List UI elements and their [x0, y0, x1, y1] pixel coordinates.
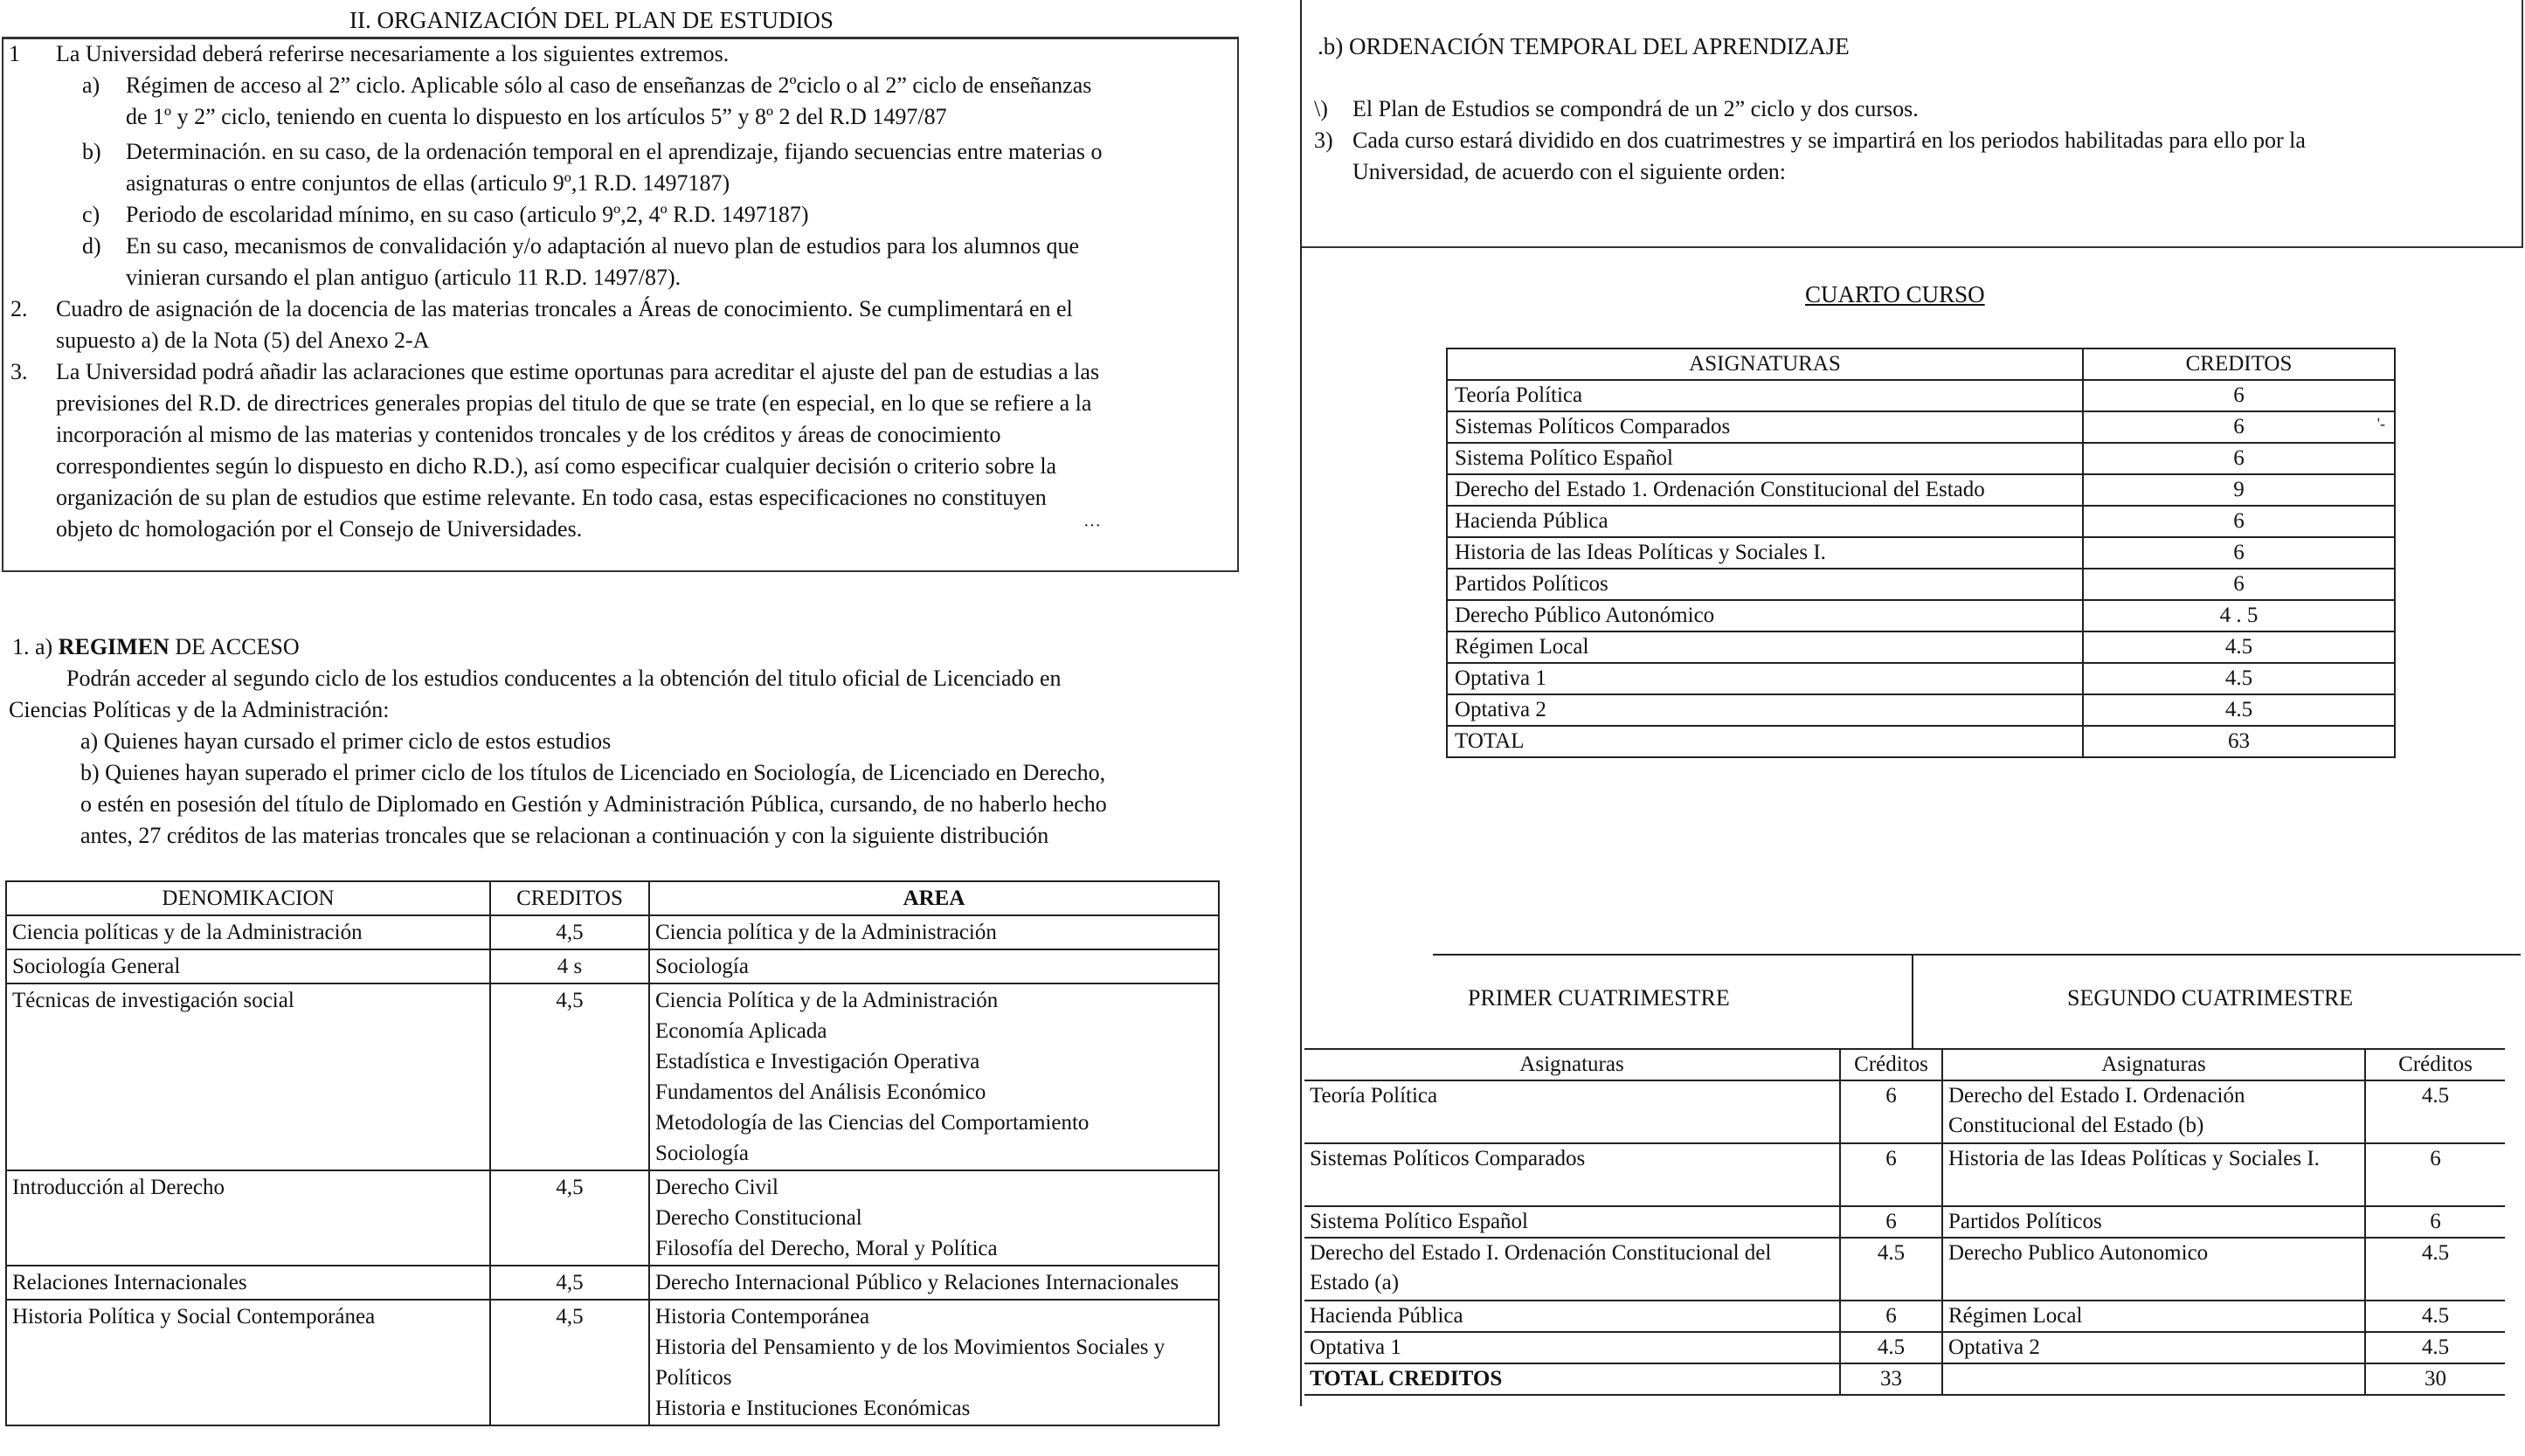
- row-area: Ciencia política y de la Administración: [649, 915, 1219, 949]
- row-name: Optativa 1: [1447, 663, 2083, 694]
- first-total-label: TOTAL CREDITOS: [1304, 1363, 1840, 1395]
- row-name: Derecho Público Autonómico: [1447, 600, 2083, 631]
- item-1-text: La Universidad deberá referirse necesariamente a los siguientes extremos.: [56, 41, 730, 66]
- row-credits: 4.5: [2083, 663, 2395, 694]
- first-semester-title: PRIMER CUATRIMESTRE: [1468, 985, 1730, 1011]
- ordenacion-item-1-number: \): [1314, 96, 1328, 121]
- row-name: Relaciones Internacionales: [6, 1266, 490, 1300]
- second-credits: 4.5: [2365, 1238, 2505, 1301]
- row-credits: 6 '-: [2083, 411, 2395, 443]
- table-row: [6, 1170, 1219, 1266]
- item-2-line2: supuesto a) de la Nota (5) del Anexo 2-A: [56, 328, 430, 353]
- first-subject: Optativa 1: [1304, 1332, 1840, 1363]
- second-credits: 6: [2365, 1206, 2505, 1238]
- item-3-line1: La Universidad podrá añadir las aclaraciones que estime oportunas para acreditar el ajuste del pan de estudias a las: [56, 359, 1100, 384]
- regimen-p1-line1: Podrán acceder al segundo ciclo de los estudios conducentes a la obtención del titulo oficial de Licenciado en: [66, 666, 1062, 691]
- row-credits: 4,5: [490, 1266, 649, 1300]
- header-creditos: CREDITOS: [490, 881, 649, 915]
- item-c-line1: Periodo de escolaridad mínimo, en su caso (articulo 9º,2, 4º R.D. 1497187): [126, 202, 809, 227]
- row-area: Derecho Civil Derecho Constitucional Filosofía del Derecho, Moral y Política: [649, 1170, 1219, 1266]
- row-credits: 4,5: [490, 983, 649, 1170]
- first-total-credits: 33: [1840, 1363, 1942, 1395]
- table-row: [1447, 663, 2395, 694]
- second-subject: Derecho del Estado I. Ordenación Constitucional del Estado (b): [1942, 1080, 2365, 1143]
- section-title: II. ORGANIZACIÓN DEL PLAN DE ESTUDIOS: [349, 7, 834, 33]
- item-a-label: a): [82, 72, 100, 98]
- table-row: [6, 1300, 1219, 1425]
- semester-title-divider: [1912, 956, 1913, 1048]
- item-1-number: 1: [9, 41, 20, 66]
- table-row: [6, 1266, 1219, 1300]
- item-3-line2: previsiones del R.D. de directrices generales propias del titulo de que se trate (en especial, en lo que se refiere a la: [56, 390, 1092, 416]
- second-subject: Régimen Local: [1942, 1301, 2365, 1332]
- row-name: Optativa 2: [1447, 694, 2083, 726]
- first-credits: 6: [1840, 1206, 1942, 1238]
- row-credits: 6: [2083, 443, 2395, 474]
- item-c-label: c): [82, 202, 100, 227]
- first-credits: 4.5: [1840, 1332, 1942, 1363]
- row-name: Régimen Local: [1447, 631, 2083, 663]
- ordenacion-item-2-line2: Universidad, de acuerdo con el siguiente orden:: [1352, 159, 1786, 184]
- item-3-line6: objeto dc homologación por el Consejo de Universidades.: [56, 516, 583, 542]
- row-name: Introducción al Derecho: [6, 1170, 490, 1266]
- row-name: Derecho del Estado 1. Ordenación Constitucional del Estado: [1447, 474, 2083, 506]
- row-name: Historia Política y Social Contemporánea: [6, 1300, 490, 1425]
- row-credits: 4,5: [490, 915, 649, 949]
- item-b-line2: asignaturas o entre conjuntos de ellas (articulo 9º,1 R.D. 1497187): [126, 170, 730, 196]
- table-row: [1447, 506, 2395, 537]
- item-d-label: d): [82, 233, 101, 259]
- row-name: Sociología General: [6, 949, 490, 983]
- header-asignaturas: ASIGNATURAS: [1447, 348, 2083, 380]
- first-credits: 6: [1840, 1301, 1942, 1332]
- row-name: TOTAL: [1447, 726, 2083, 757]
- table-row: [6, 915, 1219, 949]
- row-name: Ciencia políticas y de la Administración: [6, 915, 490, 949]
- item-b-label: b): [82, 139, 101, 164]
- table-row: [1304, 1143, 2505, 1206]
- first-subject: Sistema Político Español: [1304, 1206, 1840, 1238]
- item-a-line2: de 1º y 2” ciclo, teniendo en cuenta lo dispuesto en los artículos 5” y 8º 2 del R.D 1497/87: [126, 104, 947, 129]
- row-credits: 9: [2083, 474, 2395, 506]
- item-3-line3: incorporación al mismo de las materias y contenidos troncales y de los créditos y áreas de conocimiento: [56, 422, 1001, 447]
- row-credits: 6: [2083, 569, 2395, 600]
- table-header-row: [6, 881, 1219, 915]
- item-d-line1: En su caso, mecanismos de convalidación y/o adaptación al nuevo plan de estudios para los alumnos que: [126, 233, 1079, 259]
- first-credits: 6: [1840, 1143, 1942, 1206]
- first-credits: 6: [1840, 1080, 1942, 1143]
- item-b-line1: Determinación. en su caso, de la ordenación temporal en el aprendizaje, fijando secuencias entre materias o: [126, 139, 1103, 164]
- row-area: Derecho Internacional Público y Relaciones Internacionales: [649, 1266, 1219, 1300]
- semester-table: [1304, 1048, 2505, 1396]
- item-3-line4: correspondientes según lo dispuesto en dicho R.D.), así como especificar cualquier decisión o criterio sobre la: [56, 453, 1057, 479]
- item-3-number: 3.: [10, 359, 28, 384]
- row-area: Ciencia Política y de la Administración Economía Aplicada Estadística e Investigación Operativa Fundamentos del Análisis Económico Metodología de las Ciencias del Comportamiento Sociología: [649, 983, 1219, 1170]
- item-a-line1: Régimen de acceso al 2” ciclo. Aplicable sólo al caso de enseñanzas de 2ºciclo o al 2” ciclo de enseñanzas: [126, 72, 1092, 98]
- table-row: [1304, 1301, 2505, 1332]
- table-row: [1304, 1238, 2505, 1301]
- regimen-b-line3: antes, 27 créditos de las materias troncales que se relacionan a continuación y con la siguiente distribución: [80, 823, 1049, 848]
- ordenacion-item-2-line1: Cada curso estará dividido en dos cuatrimestres y se impartirá en los periodos habilitadas para ello por la: [1352, 128, 2306, 153]
- second-subject: Partidos Políticos: [1942, 1206, 2365, 1238]
- regimen-b-line1: b) Quienes hayan superado el primer ciclo de los títulos de Licenciado en Sociología, de Licenciado en Derecho,: [80, 760, 1106, 785]
- access-subjects-table: [5, 880, 1220, 1426]
- ordenacion-item-2-number: 3): [1314, 128, 1333, 153]
- item-d-line2: vinieran cursando el plan antiguo (articulo 11 R.D. 1497/87).: [126, 265, 681, 290]
- table-row: [1304, 1363, 2505, 1395]
- first-subject: Sistemas Políticos Comparados: [1304, 1143, 1840, 1206]
- trailing-mark: ···: [1083, 516, 1101, 535]
- second-credits: 4.5: [2365, 1080, 2505, 1143]
- header-denominacion: DENOMIKACION: [6, 881, 490, 915]
- row-name: Partidos Políticos: [1447, 569, 2083, 600]
- second-subject: Derecho Publico Autonomico: [1942, 1238, 2365, 1301]
- ordenacion-heading: .b) ORDENACIÓN TEMPORAL DEL APRENDIZAJE: [1318, 33, 1850, 59]
- semester-top-line: [1433, 954, 2521, 956]
- item-2-line1: Cuadro de asignación de la docencia de las materias troncales a Áreas de conocimiento. Se cumplimentará en el: [56, 296, 1073, 321]
- second-total-credits: 30: [2365, 1363, 2505, 1395]
- header-area: AREA: [649, 881, 1219, 915]
- ordenacion-item-1: El Plan de Estudios se compondrá de un 2” ciclo y dos cursos.: [1352, 96, 1919, 121]
- row-credits: 6: [2083, 506, 2395, 537]
- second-subject: Historia de las Ideas Políticas y Sociales I.: [1942, 1143, 2365, 1206]
- second-credits: 4.5: [2365, 1301, 2505, 1332]
- table-header-row: [1304, 1049, 2505, 1080]
- table-row: [1447, 694, 2395, 726]
- row-name: Técnicas de investigación social: [6, 983, 490, 1170]
- second-credits: 6: [2365, 1143, 2505, 1206]
- table-row: [1447, 569, 2395, 600]
- first-subject: Hacienda Pública: [1304, 1301, 1840, 1332]
- table-row: [1447, 726, 2395, 757]
- column-divider: [1300, 0, 1302, 1406]
- row-credits: 63: [2083, 726, 2395, 757]
- table-row: [1447, 443, 2395, 474]
- table-row: [1304, 1080, 2505, 1143]
- regimen-heading: 1. a) REGIMEN DE ACCESO: [12, 634, 300, 659]
- second-semester-title: SEGUNDO CUATRIMESTRE: [2067, 985, 2354, 1011]
- second-subject: Optativa 2: [1942, 1332, 2365, 1363]
- second-credits: 4.5: [2365, 1332, 2505, 1363]
- row-credits: 4 s: [490, 949, 649, 983]
- table-row: [1447, 380, 2395, 411]
- header-creditos-1: Créditos: [1840, 1049, 1942, 1080]
- table-row: [1447, 600, 2395, 631]
- first-subject: Teoría Política: [1304, 1080, 1840, 1143]
- row-area: Historia Contemporánea Historia del Pensamiento y de los Movimientos Sociales y Políticos Historia e Instituciones Económicas: [649, 1300, 1219, 1425]
- table-row: [1447, 474, 2395, 506]
- row-area: Sociología: [649, 949, 1219, 983]
- instructions-box: [2, 37, 1239, 572]
- row-credits: 4 . 5: [2083, 600, 2395, 631]
- course-table: [1446, 348, 2396, 758]
- row-credits: 4,5: [490, 1300, 649, 1425]
- row-credits: 6: [2083, 537, 2395, 569]
- header-asignaturas-1: Asignaturas: [1304, 1049, 1840, 1080]
- table-row: [6, 949, 1219, 983]
- row-credits: 6: [2083, 380, 2395, 411]
- header-asignaturas-2: Asignaturas: [1942, 1049, 2365, 1080]
- table-row: [1447, 631, 2395, 663]
- table-header-row: [1447, 348, 2395, 380]
- item-3-line5: organización de su plan de estudios que estime relevante. En todo casa, estas especificaciones no constituyen: [56, 485, 1047, 510]
- header-creditos: CREDITOS: [2083, 348, 2395, 380]
- regimen-p1-line2: Ciencias Políticas y de la Administración:: [9, 697, 390, 722]
- row-credits: 4,5: [490, 1170, 649, 1266]
- row-name: Sistemas Políticos Comparados: [1447, 411, 2083, 443]
- regimen-b-line2: o estén en posesión del título de Diplomado en Gestión y Administración Pública, cursando, de no haberlo hecho: [80, 791, 1107, 817]
- regimen-a: a) Quienes hayan cursado el primer ciclo de estos estudios: [80, 728, 612, 754]
- row-name: Hacienda Pública: [1447, 506, 2083, 537]
- row-name: Sistema Político Español: [1447, 443, 2083, 474]
- table-row: [1447, 537, 2395, 569]
- table-row: [1447, 411, 2395, 443]
- table-row: [1304, 1206, 2505, 1238]
- table-row: [1304, 1332, 2505, 1363]
- row-name: Teoría Política: [1447, 380, 2083, 411]
- first-subject: Derecho del Estado I. Ordenación Constitucional del Estado (a): [1304, 1238, 1840, 1301]
- table-row: [6, 983, 1219, 1170]
- stray-mark: '-: [2376, 415, 2385, 432]
- row-credits: 4.5: [2083, 694, 2395, 726]
- first-credits: 4.5: [1840, 1238, 1942, 1301]
- row-name: Historia de las Ideas Políticas y Sociales I.: [1447, 537, 2083, 569]
- header-creditos-2: Créditos: [2365, 1049, 2505, 1080]
- item-2-number: 2.: [10, 296, 28, 321]
- second-total-label: [1942, 1363, 2365, 1395]
- row-credits: 4.5: [2083, 631, 2395, 663]
- course-title: CUARTO CURSO: [1805, 281, 1985, 307]
